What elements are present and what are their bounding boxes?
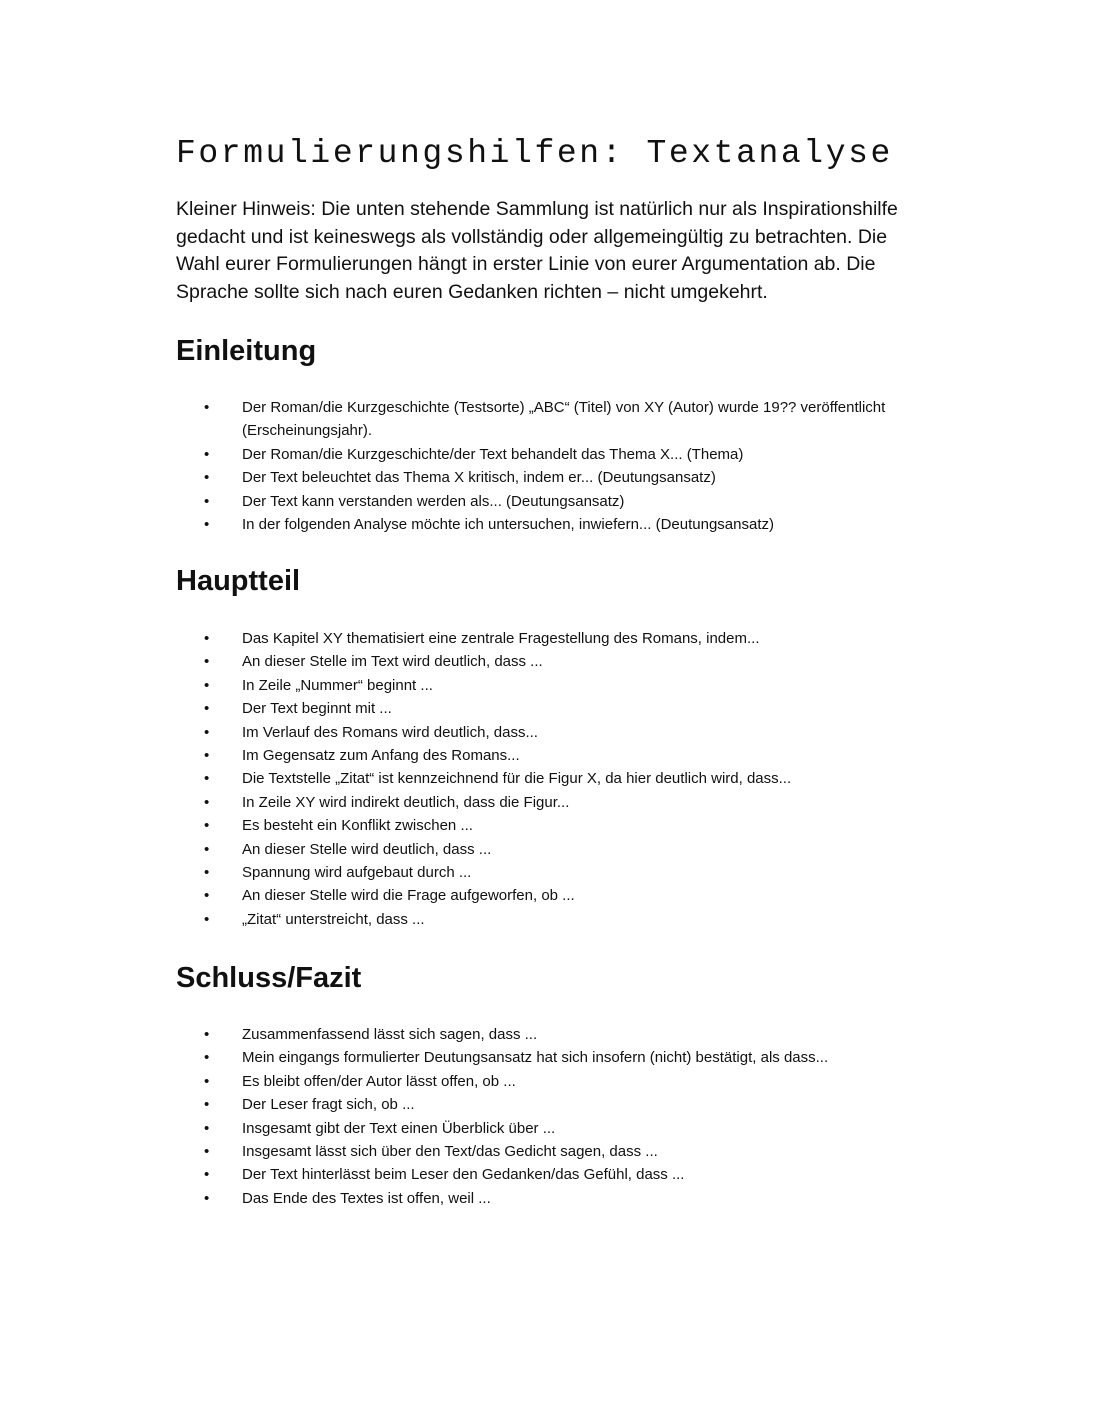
list-item bbox=[204, 1070, 904, 1093]
list-item-text: Das Kapitel XY thematisiert eine zentrale Fragestellung des Romans, indem... bbox=[242, 630, 760, 647]
list-item-text: Insgesamt lässt sich über den Text/das Gedicht sagen, dass ... bbox=[242, 1143, 658, 1161]
list-item bbox=[204, 884, 904, 907]
list-item-text: Der Roman/die Kurzgeschichte (Testsorte) „ABC“ (Titel) von XY (Autor) wurde 19?? veröffentlicht (Erscheinungsjahr). bbox=[242, 399, 886, 440]
bullet-icon: • bbox=[204, 1049, 210, 1067]
list-item bbox=[204, 1023, 904, 1046]
bullet-icon: • bbox=[204, 445, 210, 463]
intro-paragraph: Kleiner Hinweis: Die unten stehende Sammlung ist natürlich nur als Inspirationshilfe gedacht und ist keineswegs als vollständig oder allgemeingültig zu betrachten. Die Wahl eurer Formulierungen hängt in erster Linie von eurer Argumentation ab. Die Sprache sollte sich nach euren Gedanken richten – nicht umgekehrt. bbox=[176, 198, 898, 303]
list-item-text: Es bleibt offen/der Autor lässt offen, ob ... bbox=[242, 1072, 516, 1090]
list-item-text: „Zitat“ unterstreicht, dass ... bbox=[242, 910, 425, 928]
list-item bbox=[204, 1187, 904, 1210]
bullet-icon: • bbox=[204, 1096, 210, 1114]
list-item-text: Im Verlauf des Romans wird deutlich, dass... bbox=[242, 723, 538, 741]
bullet-icon: • bbox=[204, 516, 210, 534]
list-item-text: In der folgenden Analyse möchte ich untersuchen, inwiefern... (Deutungsansatz) bbox=[242, 516, 774, 534]
bullet-icon: • bbox=[204, 723, 210, 741]
bullet-icon: • bbox=[204, 1189, 210, 1207]
list-item-text: An dieser Stelle im Text wird deutlich, dass ... bbox=[242, 653, 543, 671]
list-item bbox=[204, 791, 904, 814]
bullet-icon: • bbox=[204, 1166, 210, 1184]
bullet-icon: • bbox=[204, 1072, 210, 1090]
bullet-icon: • bbox=[204, 864, 210, 882]
list-item bbox=[204, 1140, 904, 1163]
list-item bbox=[204, 744, 904, 767]
list-item bbox=[204, 490, 904, 513]
bullet-icon: • bbox=[204, 676, 210, 694]
list-item-text: In Zeile XY wird indirekt deutlich, dass die Figur... bbox=[242, 793, 570, 811]
list-item-text: Der Roman/die Kurzgeschichte/der Text behandelt das Thema X... (Thema) bbox=[242, 445, 744, 463]
bullet-icon: • bbox=[204, 747, 210, 765]
list-item-text: Der Leser fragt sich, ob ... bbox=[242, 1096, 415, 1114]
bullet-icon: • bbox=[204, 700, 210, 718]
section-heading-hauptteil: Hauptteil bbox=[176, 565, 301, 597]
list-item-text: Der Text hinterlässt beim Leser den Gedanken/das Gefühl, dass ... bbox=[242, 1166, 685, 1184]
list-item-text: Im Gegensatz zum Anfang des Romans... bbox=[242, 747, 520, 765]
list-item bbox=[204, 721, 904, 744]
bullet-icon: • bbox=[204, 1143, 210, 1161]
bullet-icon: • bbox=[204, 469, 210, 487]
list-item bbox=[204, 466, 904, 489]
list-item bbox=[204, 513, 904, 536]
bullet-icon: • bbox=[204, 1119, 210, 1137]
bullet-icon: • bbox=[204, 770, 210, 788]
list-item bbox=[204, 838, 904, 861]
list-item-text: Spannung wird aufgebaut durch ... bbox=[242, 864, 472, 882]
bullet-icon: • bbox=[204, 910, 210, 928]
bullet-icon: • bbox=[204, 887, 210, 905]
list-item bbox=[204, 1046, 904, 1069]
list-item bbox=[204, 674, 904, 697]
list-item-text: An dieser Stelle wird deutlich, dass ... bbox=[242, 840, 492, 858]
section-heading-schluss: Schluss/Fazit bbox=[176, 962, 362, 994]
list-item bbox=[204, 814, 904, 837]
list-item-text: Mein eingangs formulierter Deutungsansatz hat sich insofern (nicht) bestätigt, als dass... bbox=[242, 1049, 829, 1067]
list-item-text: In Zeile „Nummer“ beginnt ... bbox=[242, 676, 433, 694]
bullet-icon: • bbox=[204, 840, 210, 858]
list-item-text: Der Text beginnt mit ... bbox=[242, 700, 392, 718]
section-heading-einleitung: Einleitung bbox=[176, 335, 317, 367]
section-list-einleitung bbox=[204, 396, 904, 536]
bullet-icon: • bbox=[204, 817, 210, 835]
list-item bbox=[204, 627, 904, 650]
bullet-icon: • bbox=[204, 399, 210, 416]
list-item bbox=[204, 1163, 904, 1186]
bullet-icon: • bbox=[204, 492, 210, 510]
section-list-hauptteil bbox=[204, 627, 904, 931]
list-item bbox=[204, 650, 904, 673]
list-item-text: An dieser Stelle wird die Frage aufgeworfen, ob ... bbox=[242, 887, 575, 905]
list-item-text: Zusammenfassend lässt sich sagen, dass ... bbox=[242, 1026, 538, 1043]
bullet-icon: • bbox=[204, 630, 210, 647]
list-item-text: Der Text beleuchtet das Thema X kritisch, indem er... (Deutungsansatz) bbox=[242, 469, 716, 487]
list-item bbox=[204, 1093, 904, 1116]
list-item bbox=[204, 861, 904, 884]
list-item-text: Das Ende des Textes ist offen, weil ... bbox=[242, 1189, 491, 1207]
bullet-icon: • bbox=[204, 793, 210, 811]
list-item-text: Es besteht ein Konflikt zwischen ... bbox=[242, 817, 473, 835]
document-title: Formulierungshilfen: Textanalyse bbox=[176, 135, 893, 172]
list-item bbox=[204, 1117, 904, 1140]
list-item bbox=[204, 443, 904, 466]
list-item-text: Insgesamt gibt der Text einen Überblick über ... bbox=[242, 1119, 556, 1137]
bullet-icon: • bbox=[204, 1026, 210, 1043]
list-item bbox=[204, 396, 904, 443]
list-item bbox=[204, 908, 904, 931]
bullet-icon: • bbox=[204, 653, 210, 671]
list-item-text: Die Textstelle „Zitat“ ist kennzeichnend für die Figur X, da hier deutlich wird, dass... bbox=[242, 770, 792, 788]
section-list-schluss bbox=[204, 1023, 904, 1210]
list-item-text: Der Text kann verstanden werden als... (Deutungsansatz) bbox=[242, 492, 625, 510]
list-item bbox=[204, 767, 904, 790]
list-item bbox=[204, 697, 904, 720]
